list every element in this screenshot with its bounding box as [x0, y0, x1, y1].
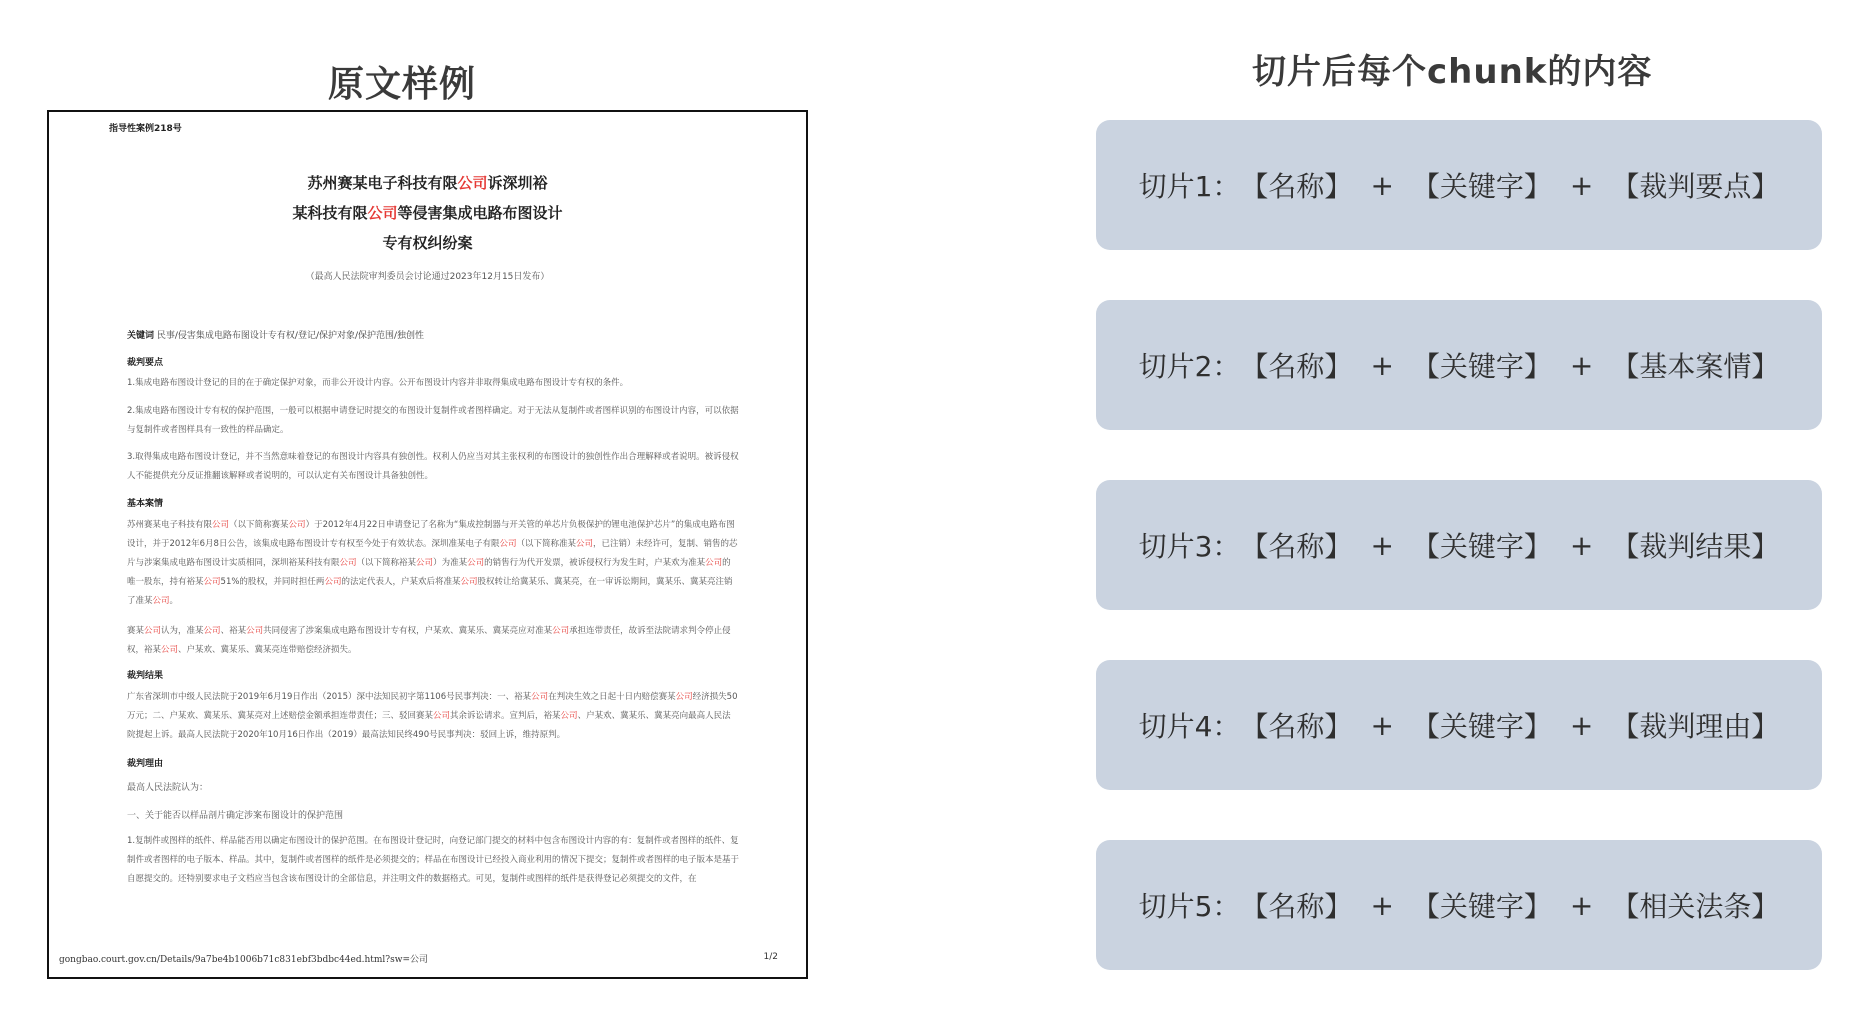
- doc-title-line-3: 专有权纠纷案: [382, 234, 473, 252]
- case-number: 指导性案例218号: [109, 124, 182, 134]
- chunk-keyword: 【关键字】: [1411, 350, 1552, 383]
- chunk-plus: +: [1569, 708, 1594, 742]
- reason-subheading: 一、关于能否以样品剖片确定涉案布图设计的保护范围: [127, 811, 344, 821]
- chunk-part: 【裁判要点】: [1611, 170, 1780, 203]
- section-result: 裁判结果: [127, 671, 164, 681]
- chunk-name: 【名称】: [1240, 890, 1353, 923]
- chunk-plus: +: [1370, 528, 1394, 562]
- chunk-part: 【基本案情】: [1611, 350, 1780, 383]
- source-url: gongbao.court.gov.cn/Details/9a7be4b1006b71c831ebf3bdbc44ed.html?sw=公司: [59, 955, 428, 965]
- chunk-part: 【相关法条】: [1611, 890, 1780, 923]
- reason-intro: 最高人民法院认为：: [127, 783, 209, 793]
- chunk-2: [1096, 300, 1822, 430]
- chunk-plus: +: [1370, 348, 1394, 382]
- chunk-name: 【名称】: [1240, 710, 1353, 743]
- chunk-label: 切片2：: [1138, 350, 1241, 383]
- release-note: （最高人民法院审判委员会讨论通过2023年12月15日发布）: [305, 272, 550, 282]
- chunk-1: [1096, 120, 1822, 250]
- chunk-keyword: 【关键字】: [1411, 890, 1552, 923]
- chunk-3: [1096, 480, 1822, 610]
- doc-title-line-1: 苏州赛某电子科技有限公司诉深圳裕: [307, 174, 548, 192]
- points-para-1: 1.集成电路布图设计登记的目的在于确定保护对象，而非公开设计内容。公开布图设计内容并非取得集成电路布图设计专有权的条件。: [127, 378, 629, 388]
- keywords: 关键词 民事/侵害集成电路布图设计专有权/登记/保护对象/保护范围/独创性: [127, 331, 425, 341]
- chunk-label: 切片4：: [1138, 710, 1241, 743]
- chunk-part: 【裁判结果】: [1611, 530, 1780, 563]
- chunk-keyword: 【关键字】: [1411, 170, 1552, 203]
- chunk-label: 切片5：: [1138, 890, 1241, 923]
- chunk-plus: +: [1370, 168, 1394, 202]
- chunk-5: [1096, 840, 1822, 970]
- facts-para-1: 苏州赛某电子科技有限公司（以下简称赛某公司）于2012年4月22日申请登记了名称为“集成控制器与开关管的单芯片负极保护的锂电池保护芯片”的集成电路布图设计，并于2012年6月8日公告，该集成电路布图设计专有权至今处于有效状态。深圳准某电子有限公司（以下简称准某公司，已注销）未经许可，复制、销售的芯片与涉案集成电路布图设计实质相同，深圳裕某科技有限公司（以下简称裕某公司）为准某公司的销售行为代开发票，被诉侵权行为发生时，户某欢为准某公司的唯一股东，持有裕某公司51%的股权，并同时担任两公司的法定代表人，户某欢后将准某公司股权转让给冀某乐、冀某亮，在一审诉讼期间，冀某乐、冀某亮注销了准某公司。: [127, 520, 738, 606]
- section-points: 裁判要点: [127, 358, 164, 368]
- page-number: 1/2: [763, 952, 778, 962]
- chunk-name: 【名称】: [1240, 530, 1353, 563]
- facts-para-2: 赛某公司认为，准某公司、裕某公司共同侵害了涉案集成电路布图设计专有权，户某欢、冀某乐、冀某亮应对准某公司承担连带责任，故诉至法院请求判令停止侵权，裕某公司、户某欢、冀某乐、冀某亮连带赔偿经济损失。: [127, 626, 731, 655]
- section-reason: 裁判理由: [127, 759, 164, 769]
- doc-title-line-2: 某科技有限公司等侵害集成电路布图设计: [292, 204, 563, 222]
- chunk-name: 【名称】: [1240, 350, 1353, 383]
- reason-para-1: 1.复制件或图样的纸件、样品能否用以确定布图设计的保护范围。在布图设计登记时，向登记部门提交的材料中包含布图设计内容的有：复制件或者图样的纸件、复制件或者图样的电子版本、样品。其中，复制件或者图样的纸件是必须提交的；样品在布图设计已经投入商业利用的情况下提交；复制件或者图样的电子版本是基于自愿提交的。还特别要求电子文档应当包含该布图设计的全部信息，并注明文件的数据格式。可见，复制件或图样的纸件是获得登记必须提交的文件，在: [127, 836, 740, 884]
- document-sample: [47, 110, 808, 979]
- chunk-plus: +: [1569, 888, 1594, 922]
- result-para-1: 广东省深圳市中级人民法院于2019年6月19日作出（2015）深中法知民初字第1106号民事判决：一、裕某公司在判决生效之日起十日内赔偿赛某公司经济损失50万元；二、户某欢、冀某乐、冀某亮对上述赔偿金额承担连带责任；三、驳回赛某公司其余诉讼请求。宣判后，裕某公司、户某欢、冀某乐、冀某亮向最高人民法院提起上诉。最高人民法院于2020年10月16日作出（2019）最高法知民终490号民事判决：驳回上诉，维持原判。: [127, 692, 738, 740]
- left-heading: 原文样例: [328, 64, 477, 105]
- chunk-name: 【名称】: [1240, 170, 1353, 203]
- chunk-label: 切片1：: [1138, 170, 1241, 203]
- chunk-keyword: 【关键字】: [1411, 710, 1552, 743]
- chunk-4: [1096, 660, 1822, 790]
- chunk-plus: +: [1569, 348, 1594, 382]
- chunk-plus: +: [1370, 888, 1394, 922]
- right-heading: 切片后每个chunk的内容: [1252, 52, 1653, 92]
- chunk-part: 【裁判理由】: [1611, 710, 1780, 743]
- chunk-label: 切片3：: [1138, 530, 1241, 563]
- chunk-plus: +: [1569, 528, 1594, 562]
- points-para-3: 3.取得集成电路布图设计登记，并不当然意味着登记的布图设计内容具有独创性。权利人仍应当对其主张权利的布图设计的独创性作出合理解释或者说明。被诉侵权人不能提供充分反证推翻该解释或者说明的，可以认定有关布图设计具备独创性。: [127, 452, 739, 481]
- points-para-2: 2.集成电路布图设计专有权的保护范围，一般可以根据申请登记时提交的布图设计复制件或者图样确定。对于无法从复制件或者图样识别的布图设计内容，可以依据与复制件或者图样具有一致性的样品确定。: [127, 406, 739, 435]
- chunk-plus: +: [1569, 168, 1594, 202]
- chunk-plus: +: [1370, 708, 1394, 742]
- section-facts: 基本案情: [127, 499, 164, 509]
- chunk-keyword: 【关键字】: [1411, 530, 1552, 563]
